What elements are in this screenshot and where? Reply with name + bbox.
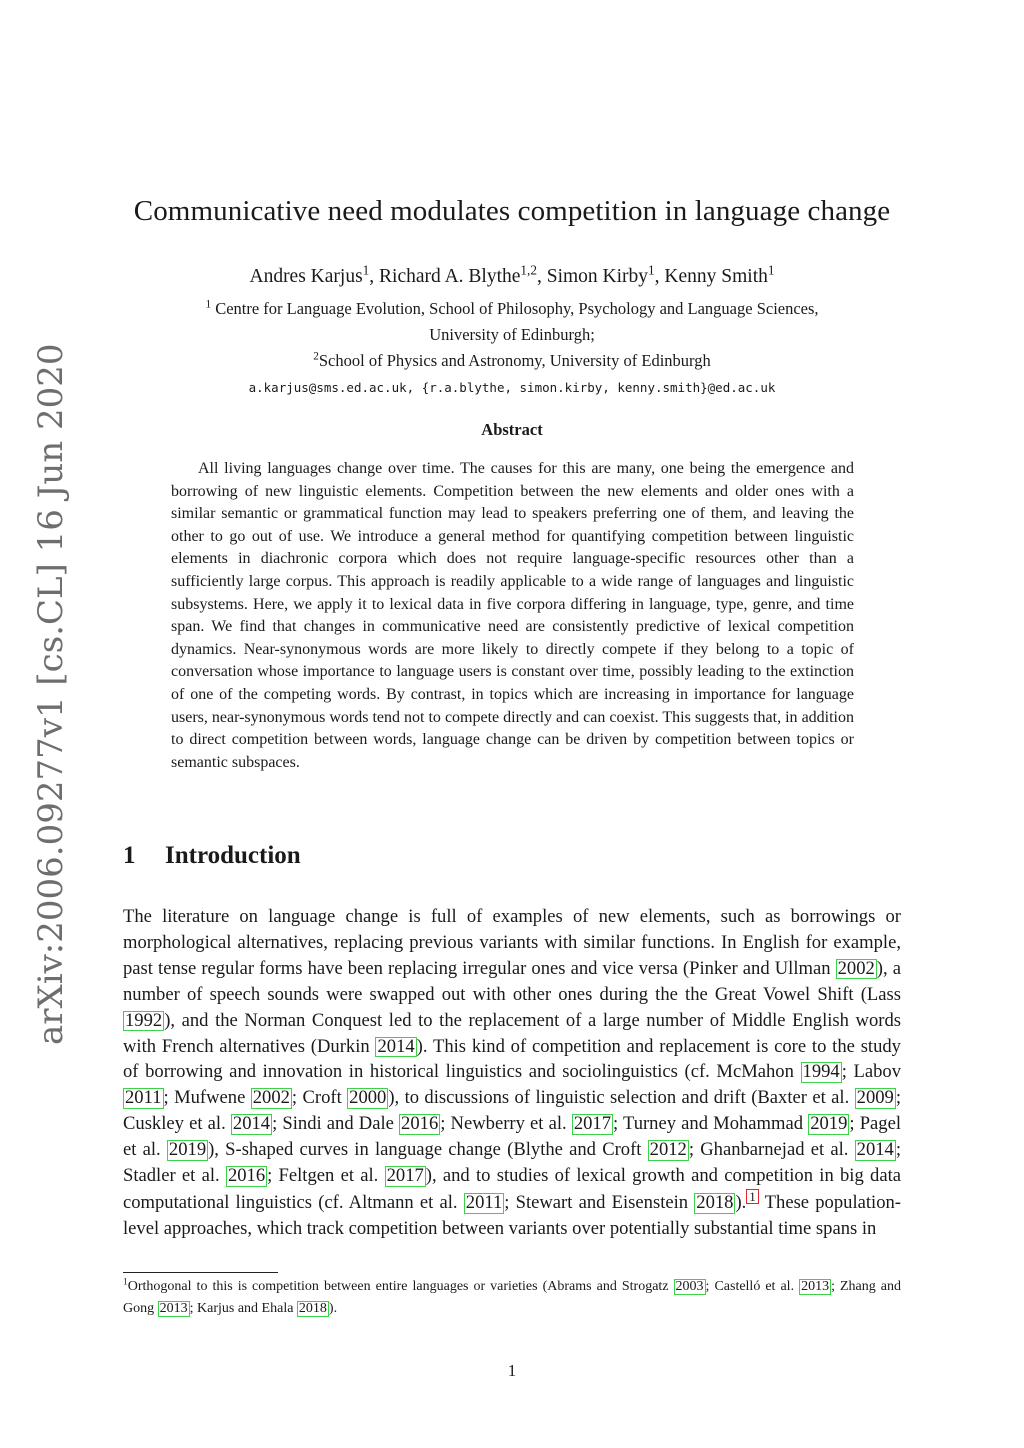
section-number: 1 [123,842,136,869]
abstract-text: All living languages change over time. The causes for this are many, one being the emergence and borrowing of new linguistic elements. Competition between the new elements and older ones with a similar semantic or grammatical function may lead to speakers preferring one of them, and leaving the other to go out of use. We introduce a general method for quantifying competition between linguistic elements in diachronic corpora which does not require language-specific resources other than a sufficiently large corpus. This approach is readily applicable to a wide range of languages and linguistic subsystems. Here, we apply it to lexical data in five corpora differing in language, type, genre, and time span. We find that changes in communicative need are consistently predictive of lexical competition dynamics. Near-synonymous words are more likely to directly compete if they belong to a topic of conversation whose importance to language users is constant over time, possibly leading to the extinction of one of the competing words. By contrast, in topics which are increasing in importance for language users, near-synonymous words tend not to compete directly and can coexist. This suggests that, in addition to direct competition between words, language change can be driven by competition between topics or semantic subspaces. [171,460,854,771]
author-name: Andres Karjus [249,266,363,287]
author-name: Kenny Smith [664,266,768,287]
citation-link[interactable]: 2013 [801,1279,830,1294]
footnote-divider [123,1272,278,1273]
citation-link[interactable]: 2012 [649,1139,687,1161]
citation-link[interactable]: 2019 [810,1113,848,1135]
citation-link[interactable]: 1992 [125,1009,163,1031]
citation-link[interactable]: 2018 [696,1192,734,1214]
affiliation-mark: 1 [205,298,212,311]
author-emails: a.karjus@sms.ed.ac.uk, {r.a.blythe, simon.kirby, kenny.smith}@ed.ac.uk [248,380,776,395]
affiliation-2-text: School of Physics and Astronomy, University of Edinburgh [318,351,711,370]
section-heading [123,842,301,870]
paper-title: Communicative need modulates competition in language change [133,195,891,227]
citation-link[interactable]: 2018 [298,1300,327,1316]
author-affiliation-mark: 1,2 [520,262,537,278]
citation-link[interactable]: 2013 [159,1300,188,1316]
citation-link[interactable]: 2003 [675,1279,704,1294]
footnote-reference-link[interactable]: 1 [746,1189,759,1204]
citation-link[interactable]: 2016 [227,1165,266,1187]
citation-link[interactable]: 2019 [168,1139,207,1161]
citation-link[interactable]: 2017 [386,1165,424,1187]
citation-link[interactable]: 2002 [252,1087,290,1109]
citation-link[interactable]: 2014 [377,1035,415,1057]
citation-link[interactable]: 2011 [125,1087,162,1109]
citation-link[interactable]: 2009 [856,1087,894,1109]
citation-link[interactable]: 1994 [802,1061,840,1083]
citation-link[interactable]: 2017 [573,1113,612,1135]
citation-link[interactable]: 2016 [401,1113,439,1135]
author-affiliation-mark: 1 [648,262,655,278]
affiliation-1 [0,299,1024,319]
footnote: $^1$Orthogonal to this is competition between entire languages or varieties (Abrams and Strogatz 2003 ; Castelló et al. 2013 ; Zhang and Gong 2013 ; Karjus and Ehala 2018 ). [123,1277,901,1316]
affiliation-1-line-1: Centre for Language Evolution, School of Philosophy, Psychology and Language Sciences, [215,299,819,318]
author-name: Simon Kirby [546,266,649,287]
abstract-heading: Abstract [481,420,543,439]
author-name: Richard A. Blythe [379,266,521,287]
citation-link[interactable]: 2011 [465,1192,503,1214]
affiliation-1-line-2: University of Edinburgh; [429,325,595,344]
citation-link[interactable]: 2014 [232,1113,271,1135]
affiliation-mark: 2 [313,350,319,363]
intro-paragraph: The literature on language change is full of examples of new elements, such as borrowings or morphological alternatives, replacing previous variants with similar functions. In English for example, past tense regular forms have been replacing irregular ones and vice versa (Pinker and Ullman 2002 ), a number of speech sounds were swapped out with other ones during the the Great Vowel Shift (Lass 1992 ), and the Norman Conquest led to the replacement of a large number of Middle English words with French alternatives (Durkin 2014 ). This kind of competition and replacement is core to the study of borrowing and innovation in historical linguistics and sociolinguistics (cf. McMahon 1994 ; Labov 2011 ; Mufwene 2002 ; Croft 2000 ), to discussions of linguistic selection and drift (Baxter et al. 2009 ; Cuskley et al. 2014 ; Sindi and Dale 2016 ; Newberry et al. 2017 ; Turney and Mohammad 2019 ; Pagel et al. 2019 ), S-shaped curves in language change (Blythe and Croft 2012 ; Ghanbarnejad et al. 2014 ; Stadler et al. 2016 ; Feltgen et al. 2017 ), and to studies of lexical growth and competition in big data computational linguistics (cf. Altmann et al. 2011 ; Stewart and Eisenstein 2018 ). 1 These population-level approaches, which track competition between variants over potentially substantial time spans in [123,906,901,1240]
footnote-mark: 1 [123,1277,128,1288]
section-title: Introduction [165,842,301,869]
citation-link[interactable]: 2002 [837,957,875,979]
page-number: 1 [507,1361,517,1380]
author-affiliation-mark: 1 [362,262,370,278]
affiliation-2 [0,351,1024,371]
author-list: Andres Karjus$^1$, Richard A. Blythe$^{1,2}$, Simon Kirby$^1$, Kenny Smith$^1$ [249,262,775,287]
citation-link[interactable]: 2014 [856,1139,894,1161]
citation-link[interactable]: 2000 [349,1087,387,1109]
author-affiliation-mark: 1 [767,262,775,278]
arxiv-identifier-stamp: arXiv:2006.09277v1 [cs.CL] 16 Jun 2020 [31,343,71,1045]
